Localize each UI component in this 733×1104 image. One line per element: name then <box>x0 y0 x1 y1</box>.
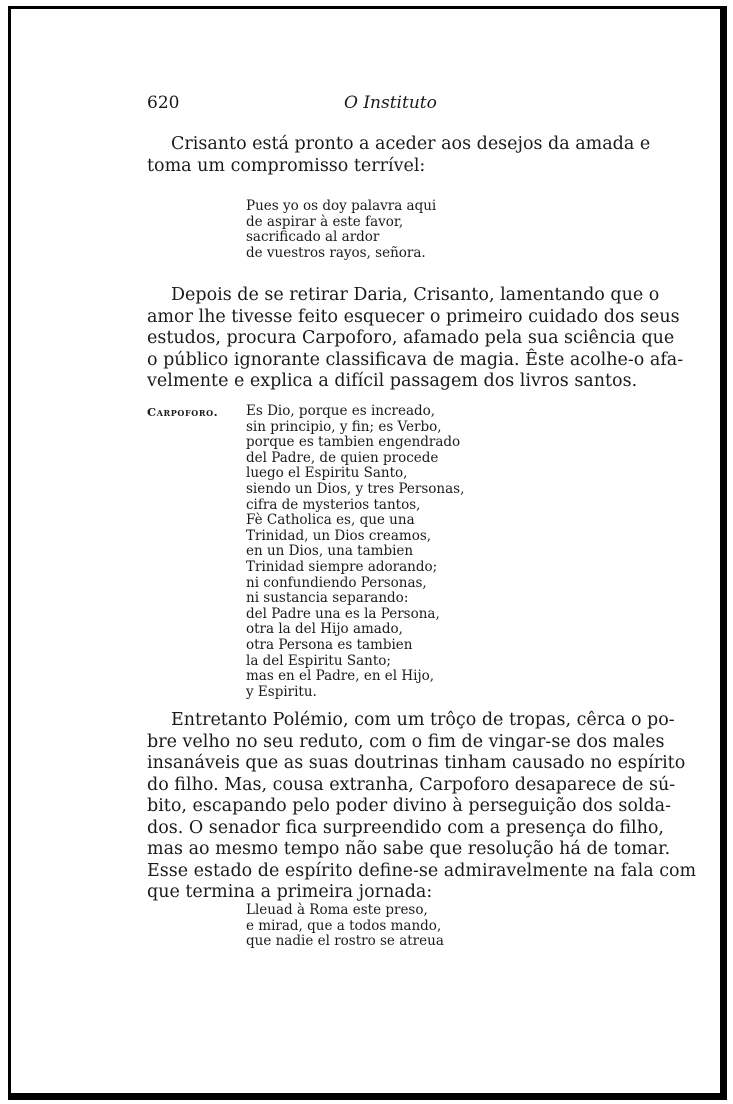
text-line: dos. O senador fica surpreendido com a presença do filho, <box>147 817 664 838</box>
text-line: o público ignorante classificava de magia. Êste acolhe-o afa- <box>147 349 684 370</box>
verse-line: sacrificado al ardor <box>246 229 380 246</box>
verse-line: otra Persona es tambien <box>246 636 413 653</box>
verse-line: sin principio, y fin; es Verbo, <box>246 418 442 435</box>
verse-line: otra la del Hijo amado, <box>246 621 403 638</box>
text-line: Depois de se retirar Daria, Crisanto, lamentando que o <box>171 285 660 305</box>
verse-line: de vuestros rayos, señora. <box>246 244 426 261</box>
verse-line: porque es tambien engendrado <box>246 434 461 451</box>
paragraph-2 <box>147 285 684 393</box>
text-line: Crisanto está pronto a aceder aos desejos da amada e <box>171 134 651 154</box>
page-number: 620 <box>147 93 180 113</box>
paragraph-3 <box>147 710 697 904</box>
verse-line: y Espiritu. <box>246 683 317 700</box>
text-line: estudos, procura Carpoforo, afamado pela sua sciência que <box>147 328 675 348</box>
running-title: O Instituto <box>344 93 437 113</box>
verse-line: del Padre una es la Persona, <box>246 605 440 622</box>
text-line: do filho. Mas, cousa extranha, Carpoforo desaparece de sú- <box>147 774 676 795</box>
verse-line: siendo un Dios, y tres Personas, <box>246 480 465 497</box>
verse-line: e mirad, que a todos mando, <box>246 917 442 934</box>
text-line: que termina a primeira jornada: <box>147 882 433 902</box>
verse-line: Fè Catholica es, que una <box>246 512 415 529</box>
text-line: mas ao mesmo tempo não sabe que resolução há de tomar. <box>147 839 671 859</box>
text-line: insanáveis que as suas doutrinas tinham causado no espírito <box>147 753 686 773</box>
verse-line: cifra de mysterios tantos, <box>246 496 421 513</box>
verse-block-3 <box>246 903 444 950</box>
verse-line: luego el Espiritu Santo, <box>246 465 408 482</box>
verse-block-2 <box>246 404 464 700</box>
text-line: Esse estado de espírito define-se admiravelmente na fala com <box>147 860 697 881</box>
verse-line: la del Espiritu Santo; <box>246 652 391 669</box>
text-line: velmente e explica a difícil passagem dos livros santos. <box>147 371 638 391</box>
verse-line: ni confundiendo Personas, <box>246 574 427 591</box>
text-line: toma um compromisso terrível: <box>147 155 426 176</box>
verse-line: mas en el Padre, en el Hijo, <box>246 668 435 685</box>
verse-line: Es Dio, porque es increado, <box>246 403 436 419</box>
verse-line: Lleuad à Roma este preso, <box>246 902 428 918</box>
verse-line: en un Dios, una tambien <box>246 543 414 560</box>
verse-block-1 <box>246 199 436 261</box>
speaker-label: Carpoforo. <box>147 405 219 419</box>
text-line: bre velho no seu reduto, com o fim de vingar-se dos males <box>147 731 665 752</box>
verse-line: del Padre, de quien procede <box>246 449 439 466</box>
text-line: amor lhe tivesse feito esquecer o primeiro cuidado dos seus <box>147 306 680 327</box>
verse-line: que nadie el rostro se atreua <box>246 933 444 950</box>
verse-line: Trinidad siempre adorando; <box>246 558 438 575</box>
paragraph-1 <box>147 134 651 177</box>
verse-line: Pues yo os doy palavra aqui <box>246 198 437 214</box>
verse-line: ni sustancia separando: <box>246 590 409 607</box>
text-line: bito, escapando pelo poder divino à perseguição dos solda- <box>147 796 672 816</box>
text-line: Entretanto Polémio, com um trôço de tropas, cêrca o po- <box>171 710 675 730</box>
verse-line: Trinidad, un Dios creamos, <box>246 527 432 544</box>
verse-line: de aspirar à este favor, <box>246 213 404 230</box>
